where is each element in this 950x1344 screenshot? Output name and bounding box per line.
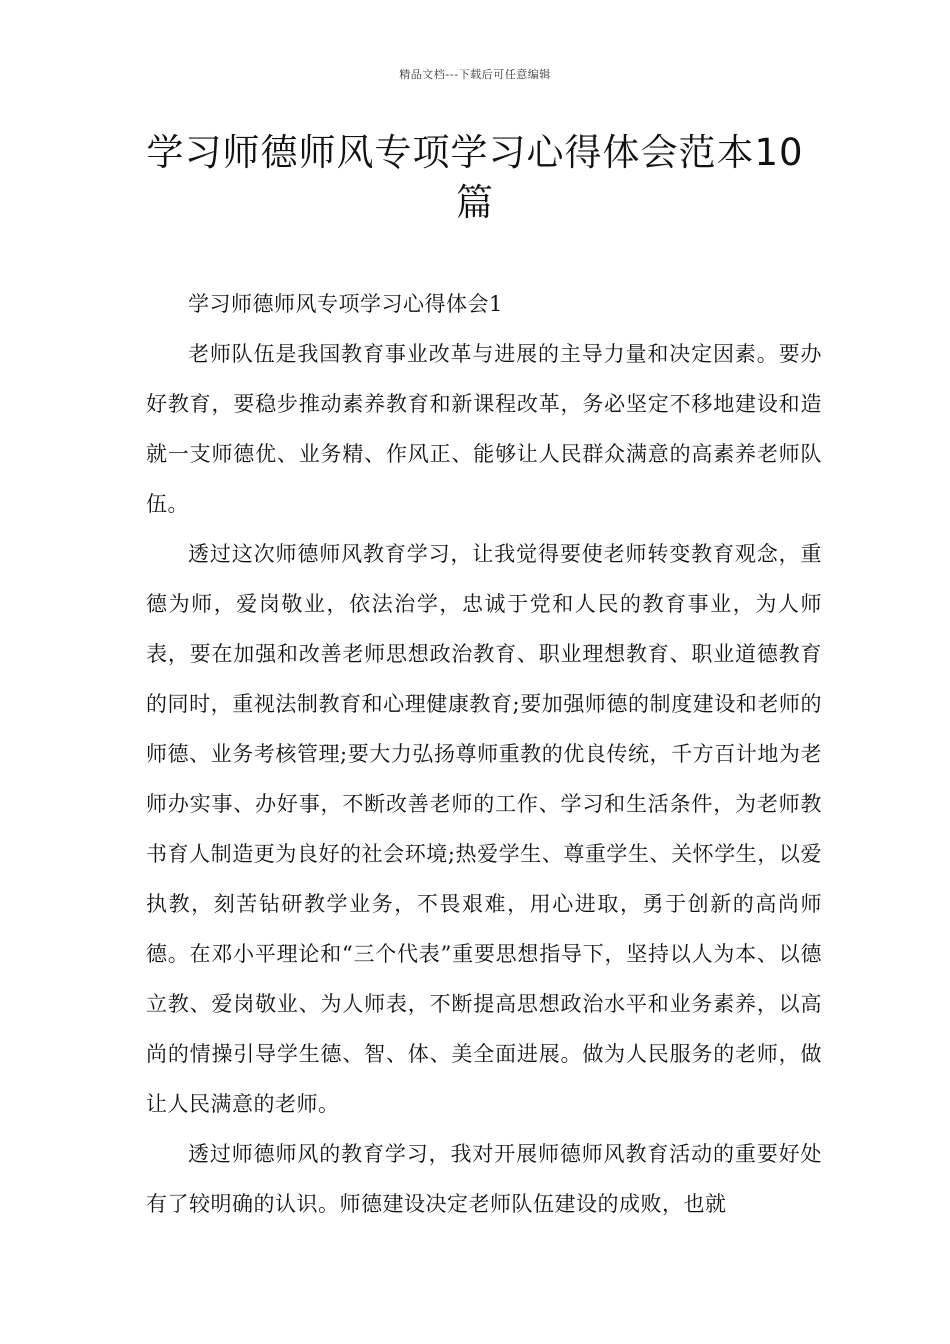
document-title: 学习师德师风专项学习心得体会范本10篇 — [146, 131, 804, 224]
paragraph: 透过这次师德师风教育学习，让我觉得要使老师转变教育观念，重德为师，爱岗敬业，依法治学，忠诚于党和人民的教育事业，为人师表，要在加强和改善老师思想政治教育、职业理想教育、职业道德教育的同时，重视法制教育和心理健康教育;要加强师德的制度建设和老师的师德、业务考核管理;要大力弘扬尊师重教的优良传统，千方百计地为老师办实事、办好事，不断改善老师的工作、学习和生活条件，为老师教书育人制造更为良好的社会环境;热爱学生、尊重学生、关怀学生，以爱执教，刻苦钻研教学业务，不畏艰难，用心进取，勇于创新的高尚师德。在邓小平理论和“三个代表”重要思想指导下，坚持以人为本、以德立教、爱岗敬业、为人师表，不断提高思想政治水平和业务素养，以高尚的情操引导学生德、智、体、美全面进展。做为人民服务的老师，做让人民满意的老师。 — [146, 542, 822, 1116]
paragraph: 老师队伍是我国教育事业改革与进展的主导力量和决定因素。要办好教育，要稳步推动素养教育和新课程改革，务必坚定不移地建设和造就一支师德优、业务精、作风正、能够让人民群众满意的高素养老师队伍。 — [146, 342, 822, 516]
document-body — [146, 279, 822, 1229]
section-heading: 学习师德师风专项学习心得体会1 — [188, 292, 503, 316]
paragraph: 透过师德师风的教育学习，我对开展师德师风教育活动的重要好处有了较明确的认识。师德建设决定老师队伍建设的成败，也就 — [146, 1142, 822, 1216]
page-header: 精品文档---下载后可任意编辑 — [399, 68, 551, 81]
